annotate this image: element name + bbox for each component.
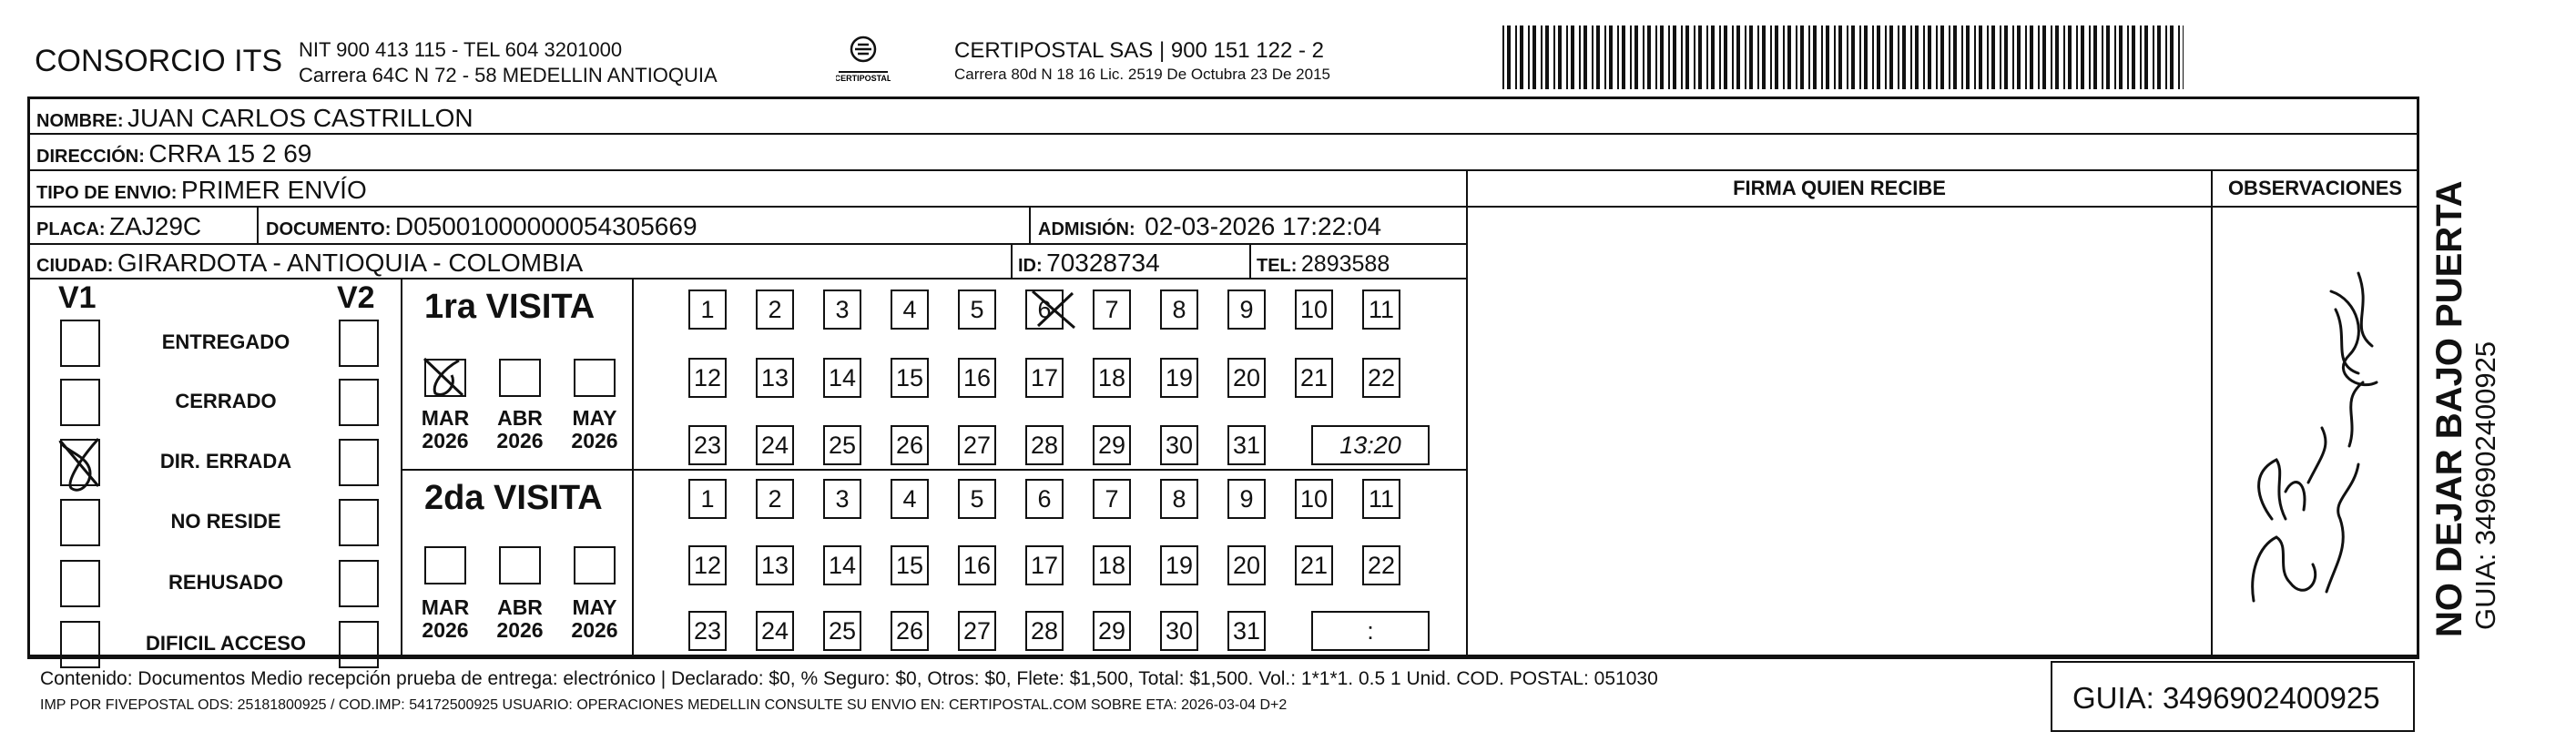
day-box[interactable]: 11 <box>1362 479 1400 519</box>
month-year: 2026 <box>571 429 618 452</box>
day-box[interactable]: 10 <box>1295 479 1333 519</box>
nombre-label: NOMBRE: <box>36 111 124 131</box>
day-box[interactable]: 14 <box>823 358 861 398</box>
divider <box>27 278 1466 279</box>
barcode <box>1502 25 2185 89</box>
month-name: ABR <box>497 595 543 619</box>
divider <box>1466 169 1468 657</box>
day-box[interactable]: 30 <box>1160 611 1198 651</box>
company-address: Carrera 64C N 72 - 58 MEDELLIN ANTIOQUIA <box>299 64 718 86</box>
day-box[interactable]: 3 <box>823 290 861 330</box>
day-box[interactable]: 16 <box>958 358 996 398</box>
divider <box>27 657 2419 659</box>
guia-box <box>2051 661 2415 732</box>
status-label: ENTREGADO <box>161 330 290 353</box>
documento-value: D05001000000054305669 <box>394 212 697 240</box>
day-box[interactable]: 9 <box>1227 290 1266 330</box>
v1-checkbox[interactable] <box>60 621 100 668</box>
day-box[interactable]: 29 <box>1093 425 1131 465</box>
day-box[interactable]: 18 <box>1093 545 1131 585</box>
divider <box>632 278 634 657</box>
day-box[interactable]: 13 <box>756 545 794 585</box>
day-box[interactable]: 2 <box>756 290 794 330</box>
day-box[interactable]: 21 <box>1295 358 1333 398</box>
day-box[interactable]: 12 <box>688 545 727 585</box>
divider <box>257 206 259 243</box>
v1-checkbox[interactable] <box>60 320 100 367</box>
status-label: NO RESIDE <box>170 510 281 533</box>
day-box[interactable]: 22 <box>1362 545 1400 585</box>
divider <box>1249 243 1251 278</box>
company-name: CONSORCIO ITS <box>35 44 283 78</box>
v1-label: V1 <box>58 280 97 315</box>
v2-label: V2 <box>337 280 375 315</box>
day-box[interactable]: 24 <box>756 611 794 651</box>
first-visit-title: 1ra VISITA <box>424 288 596 326</box>
day-box[interactable]: 7 <box>1093 290 1131 330</box>
divider <box>27 133 2419 135</box>
divider <box>1011 243 1013 278</box>
month-year: 2026 <box>422 429 469 452</box>
v2-checkbox[interactable] <box>339 379 379 426</box>
documento-field <box>266 212 697 241</box>
month-name: MAR <box>421 406 470 430</box>
month-label <box>558 407 631 452</box>
tel-label: TEL: <box>1257 256 1298 276</box>
month-name: MAY <box>572 595 617 619</box>
direccion-value: CRRA 15 2 69 <box>148 139 312 168</box>
v2-checkbox[interactable] <box>339 320 379 367</box>
month-checkbox[interactable] <box>499 359 541 397</box>
certipostal-logo <box>836 33 891 87</box>
footer-content-line: Contenido: Documentos Medio recepción prueba de entrega: electrónico | Declarado: $0, % Seguro: $0, Otros: $0, Flete: $1,500, Total: $1,500. Vol.: 1*1*1. 0.5 1 Unid. COD. POSTAL: 051030 <box>40 668 1658 689</box>
day-box[interactable]: 13 <box>756 358 794 398</box>
day-box[interactable]: 18 <box>1093 358 1131 398</box>
v2-checkbox[interactable] <box>339 560 379 607</box>
nombre-field <box>36 104 473 133</box>
id-label: ID: <box>1018 256 1043 276</box>
day-box[interactable]: 15 <box>891 358 929 398</box>
footer-print-line: IMP POR FIVEPOSTAL ODS: 25181800925 / COD.IMP: 54172500925 USUARIO: OPERACIONES MEDELLIN CONSULTE SU ENVIO EN: CERTIPOSTAL.COM SOBRE ETA: 2026-03-04 D+2 <box>40 697 1288 713</box>
certipostal-info: CERTIPOSTAL SAS | 900 151 122 - 2 <box>954 38 1324 63</box>
placa-label: PLACA: <box>36 219 106 239</box>
month-checkbox[interactable] <box>574 359 616 397</box>
check-mark-icon <box>53 432 107 500</box>
status-label: CERRADO <box>175 390 277 412</box>
day-box[interactable]: 5 <box>958 290 996 330</box>
documento-label: DOCUMENTO: <box>266 219 392 239</box>
divider <box>27 169 2419 171</box>
status-label: DIR. ERRADA <box>159 450 292 473</box>
nit-line: NIT 900 413 115 - TEL 604 3201000 <box>299 38 623 61</box>
second-visit-title: 2da VISITA <box>424 479 603 517</box>
day-box[interactable]: 2 <box>756 479 794 519</box>
v1-checkbox[interactable] <box>60 379 100 426</box>
status-label: REHUSADO <box>168 571 283 594</box>
month-year: 2026 <box>571 618 618 642</box>
tipo-envio-value: PRIMER ENVÍO <box>180 176 367 204</box>
v2-checkbox[interactable] <box>339 439 379 486</box>
time-box[interactable]: : <box>1311 611 1430 651</box>
divider <box>401 469 1466 471</box>
day-box[interactable]: 6 <box>1025 479 1064 519</box>
day-box[interactable]: 4 <box>891 290 929 330</box>
day-box[interactable]: 24 <box>756 425 794 465</box>
month-label <box>409 596 482 642</box>
day-box[interactable]: 26 <box>891 425 929 465</box>
day-box[interactable]: 31 <box>1227 425 1266 465</box>
month-year: 2026 <box>496 618 544 642</box>
ciudad-value: GIRARDOTA - ANTIOQUIA - COLOMBIA <box>117 249 584 277</box>
day-box[interactable]: 12 <box>688 358 727 398</box>
divider <box>1029 206 1031 243</box>
day-box[interactable]: 9 <box>1227 479 1266 519</box>
day-box[interactable]: 29 <box>1093 611 1131 651</box>
v1-checkbox[interactable] <box>60 499 100 546</box>
month-year: 2026 <box>422 618 469 642</box>
v2-checkbox[interactable] <box>339 499 379 546</box>
check-mark-icon <box>419 353 470 407</box>
day-box[interactable]: 15 <box>891 545 929 585</box>
day-box[interactable]: 1 <box>688 290 727 330</box>
no-dejar-warning: NO DEJAR BAJO PUERTA <box>2429 180 2469 637</box>
day-box[interactable]: 23 <box>688 611 727 651</box>
day-box[interactable]: 26 <box>891 611 929 651</box>
svg-text:CERTIPOSTAL: CERTIPOSTAL <box>836 74 891 83</box>
day-box[interactable]: 19 <box>1160 545 1198 585</box>
day-box[interactable]: 31 <box>1227 611 1266 651</box>
month-checkbox[interactable] <box>499 546 541 584</box>
month-checkbox[interactable] <box>574 546 616 584</box>
placa-value: ZAJ29C <box>109 212 202 240</box>
admision-label: ADMISIÓN: <box>1038 219 1135 239</box>
check-mark-icon <box>1027 284 1082 340</box>
v1-checkbox[interactable] <box>60 560 100 607</box>
day-box[interactable]: 11 <box>1362 290 1400 330</box>
tipo-envio-label: TIPO DE ENVIO: <box>36 183 178 203</box>
day-box[interactable]: 3 <box>823 479 861 519</box>
day-box[interactable]: 27 <box>958 425 996 465</box>
day-box[interactable]: 7 <box>1093 479 1131 519</box>
month-checkbox[interactable] <box>424 546 466 584</box>
day-box[interactable]: 22 <box>1362 358 1400 398</box>
divider <box>2211 169 2213 657</box>
id-field <box>1018 249 1160 278</box>
divider <box>1275 206 2211 208</box>
month-label <box>484 407 556 452</box>
month-name: ABR <box>497 406 543 430</box>
day-box[interactable]: 17 <box>1025 358 1064 398</box>
tipo-envio-field <box>36 176 367 205</box>
day-box[interactable]: 19 <box>1160 358 1198 398</box>
month-label <box>409 407 482 452</box>
day-box[interactable]: 23 <box>688 425 727 465</box>
day-box[interactable]: 25 <box>823 425 861 465</box>
day-box[interactable]: 27 <box>958 611 996 651</box>
admision-value: 02-03-2026 17:22:04 <box>1145 212 1382 240</box>
month-name: MAY <box>572 406 617 430</box>
tel-value: 2893588 <box>1300 251 1390 277</box>
day-box[interactable]: 21 <box>1295 545 1333 585</box>
day-box[interactable]: 20 <box>1227 358 1266 398</box>
observaciones-header: OBSERVACIONES <box>2227 177 2403 199</box>
time-box[interactable]: 13:20 <box>1311 425 1430 465</box>
admision-field <box>1038 212 1381 241</box>
day-box[interactable]: 28 <box>1025 425 1064 465</box>
nombre-value: JUAN CARLOS CASTRILLON <box>127 104 473 132</box>
status-label: DIFICIL ACCESO <box>145 632 306 655</box>
direccion-label: DIRECCIÓN: <box>36 147 145 167</box>
ciudad-label: CIUDAD: <box>36 256 114 276</box>
divider <box>401 278 402 657</box>
day-box[interactable]: 25 <box>823 611 861 651</box>
month-year: 2026 <box>496 429 544 452</box>
month-label <box>558 596 631 642</box>
tel-field <box>1257 251 1390 278</box>
direccion-field <box>36 139 311 168</box>
guia-vertical: GUIA: 3496902400925 <box>2469 340 2501 630</box>
v2-checkbox[interactable] <box>339 621 379 668</box>
day-box[interactable]: 28 <box>1025 611 1064 651</box>
day-box[interactable]: 1 <box>688 479 727 519</box>
day-box[interactable]: 4 <box>891 479 929 519</box>
id-value: 70328734 <box>1046 249 1160 277</box>
day-box[interactable]: 14 <box>823 545 861 585</box>
day-box[interactable]: 5 <box>958 479 996 519</box>
guia-number: GUIA: 3496902400925 <box>2072 681 2380 715</box>
day-box[interactable]: 16 <box>958 545 996 585</box>
ciudad-field <box>36 249 583 278</box>
month-label <box>484 596 556 642</box>
day-box[interactable]: 8 <box>1160 479 1198 519</box>
day-box[interactable]: 10 <box>1295 290 1333 330</box>
placa-field <box>36 212 201 241</box>
day-box[interactable]: 30 <box>1160 425 1198 465</box>
day-box[interactable]: 20 <box>1227 545 1266 585</box>
handwritten-observation <box>2222 218 2404 646</box>
firma-header: FIRMA QUIEN RECIBE <box>1733 177 1946 199</box>
day-box[interactable]: 8 <box>1160 290 1198 330</box>
certipostal-license: Carrera 80d N 18 16 Lic. 2519 De Octubra 23 De 2015 <box>954 66 1330 83</box>
day-box[interactable]: 6 <box>1025 290 1064 330</box>
day-box[interactable]: 17 <box>1025 545 1064 585</box>
month-name: MAR <box>421 595 470 619</box>
